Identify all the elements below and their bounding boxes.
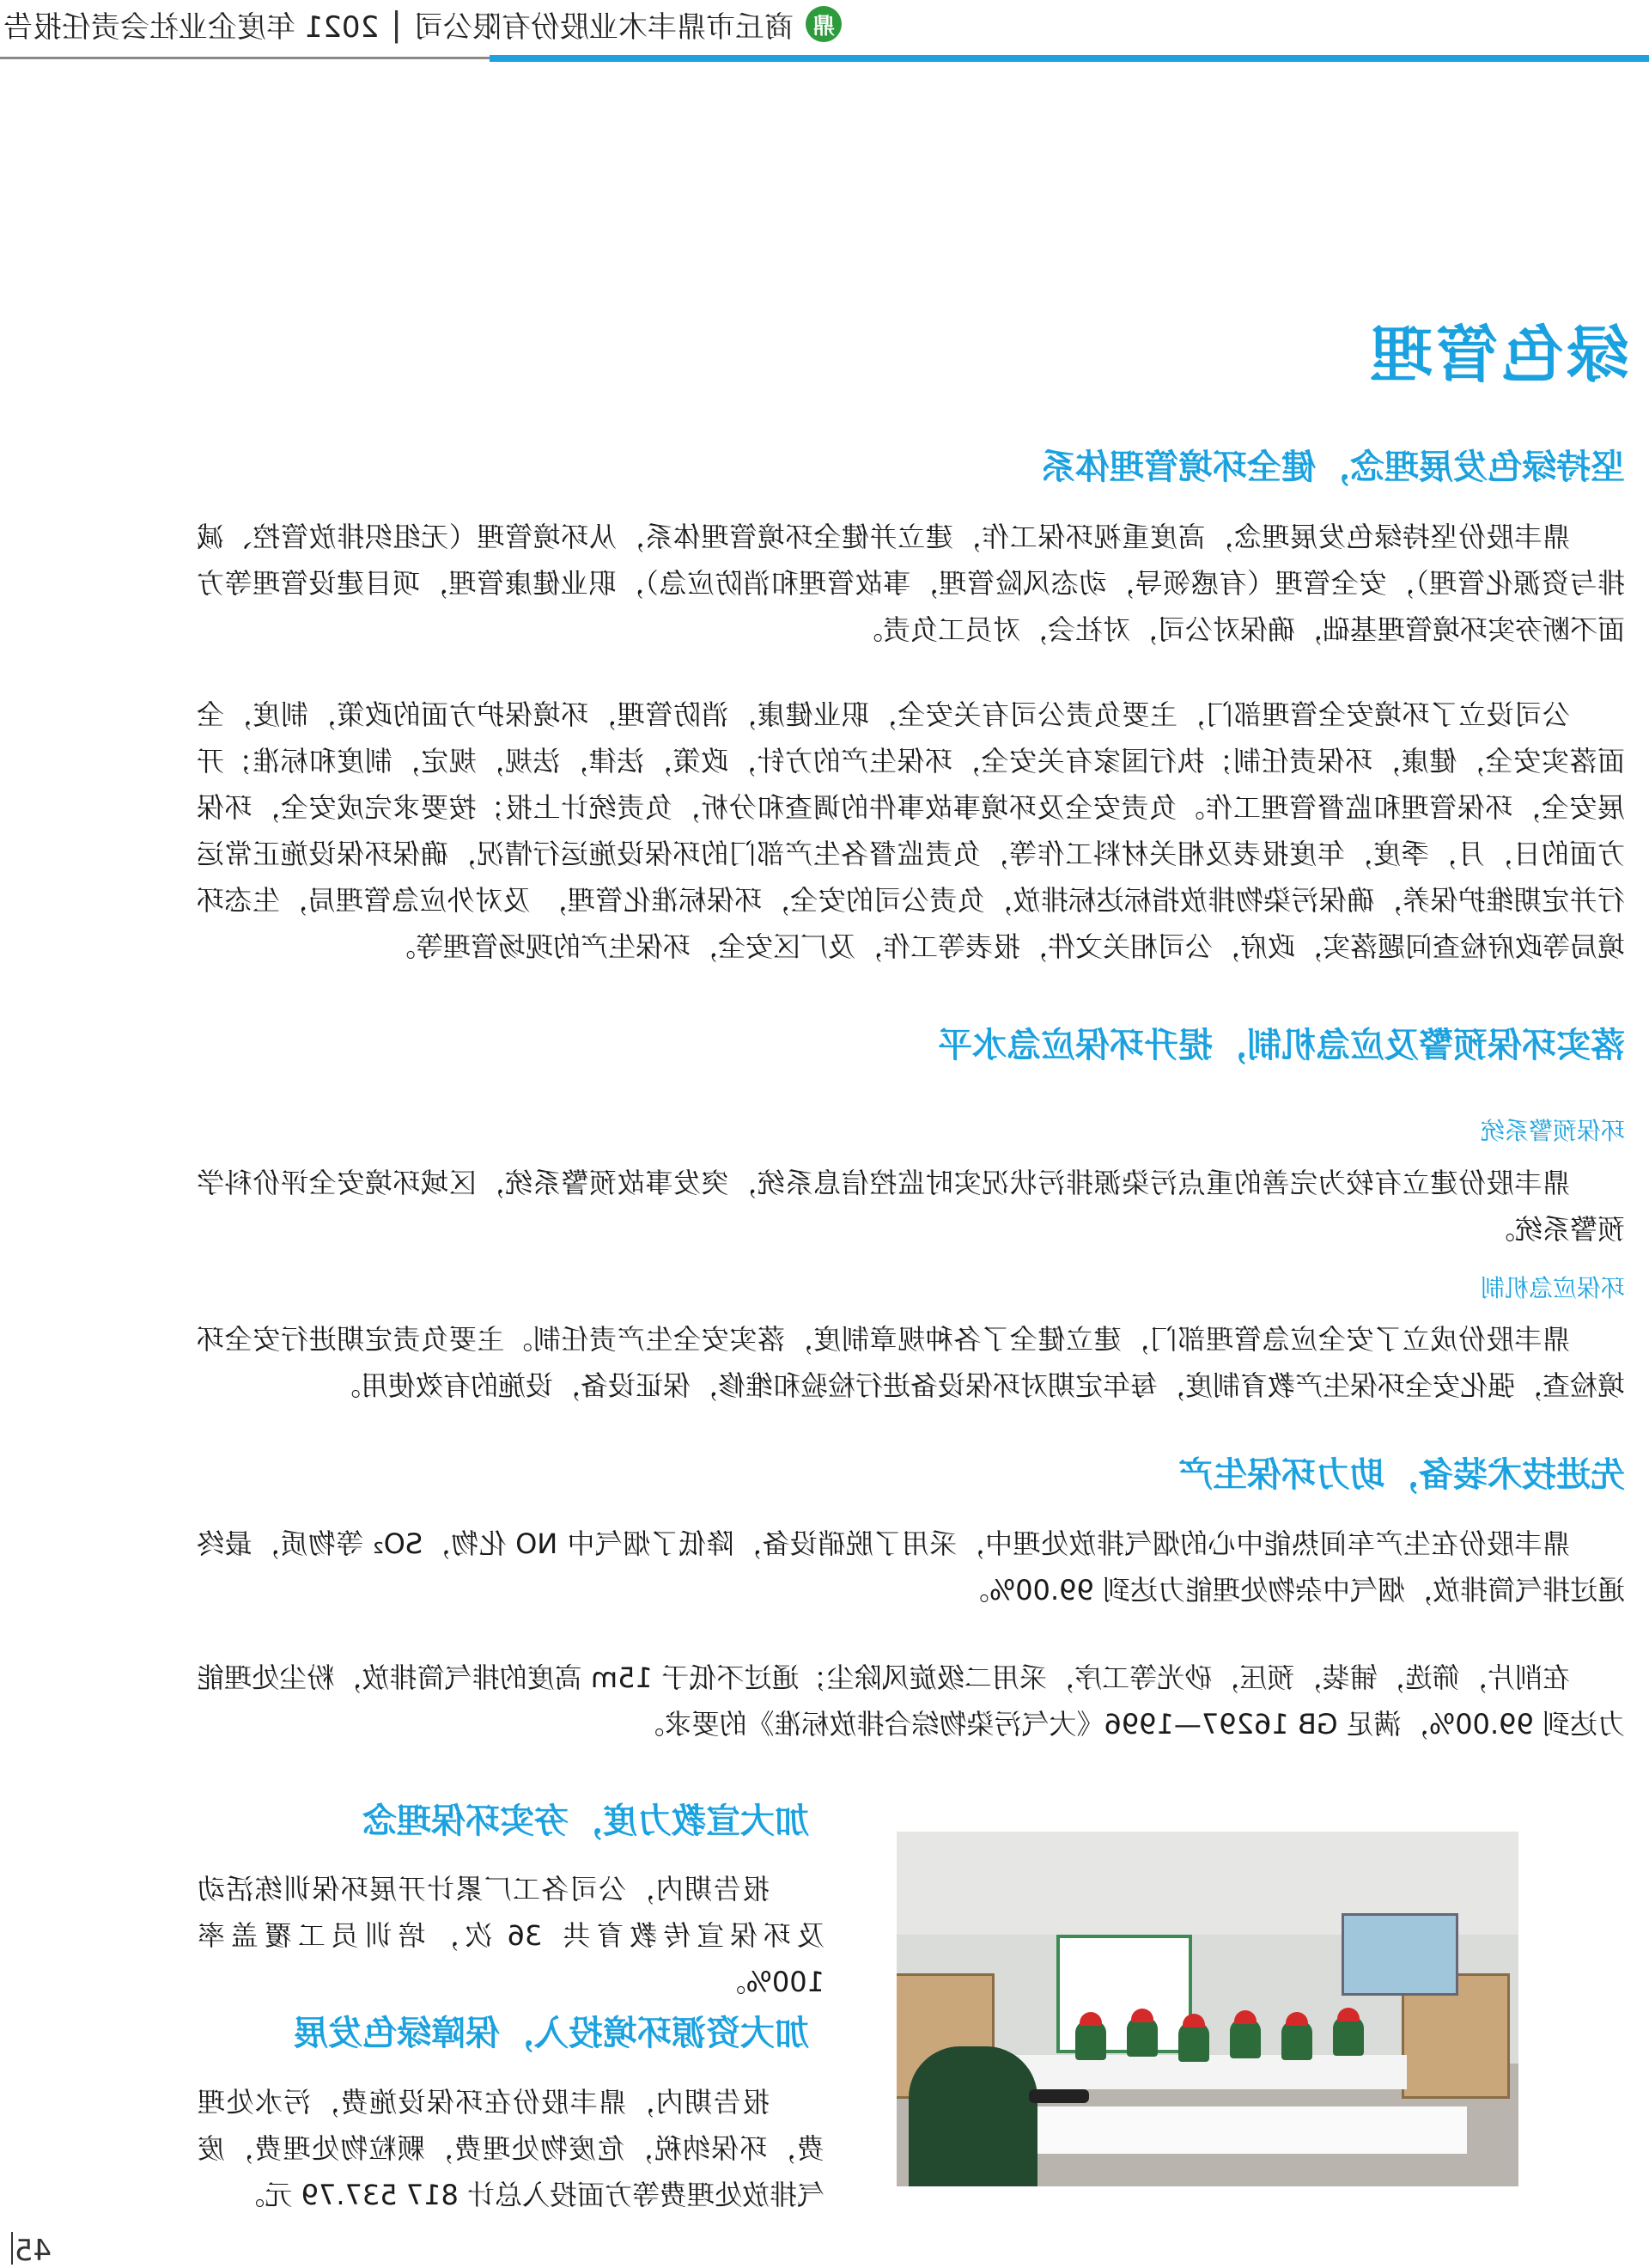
company-logo-icon: 鼎 (806, 6, 842, 42)
header-separator: | (391, 5, 402, 43)
paragraph-technology-1: 鼎丰股份在生产车间热能中心的烟气排放处理中，采用了脱硝设备，降低了烟气中 NO 化物，SO₂ 等物质，最终通过排气筒排放，烟气中杂物处理能力达到 99.00%。 (197, 1527, 1625, 1606)
section-heading-warning: 落实环保预警及应急机制，提升环保应急水平 (938, 1026, 1625, 1065)
photo-trainee (1281, 2021, 1312, 2060)
paragraph-investment: 报告期内，鼎丰股份在环保设施费，污水处理费，环保纳税，危废物处理费，颗粒物处理费，废气排放处理费等方面投入总计 817 537.79 元。 (198, 2086, 824, 2211)
paragraph-env-system-2: 公司设立了环境安全管理部门，主要负责公司有关安全，职业健康，消防管理，环境保护方面的政策，制度，全面落实安全，健康，环保责任制；执行国家有关安全，环保生产的方针，政策，法律，法规，规定，制度和标准；开展安全，环保管理和监督管理工作。负责安全及环境事故事件的调查和分析，负责统计上报；按要求完成安全，环保方面的日，月，季度，年度报表及相关材料工作等，负责监督各生产部门的环保设施运行情况，确保环保设施正常运行并定期维护保养，确保污染物排放指标达标排放，负责公司的安全，环保标准化管理， 及对外应急管理局，生态环境局等政府检查问题落实，政府，公司相关文件，报表等工作，及厂区安全，环保生产的现场管理等。 (197, 698, 1625, 963)
paragraph-technology-2: 在削片，筛选，铺装，预压，砂光等工序，采用二级旋风除尘；通过不低于 15m 高度的排气筒排放，粉尘处理能力达到 99.00%，满足 GB 16297—1996《大气污染物综合排放标准》的要求。 (197, 1661, 1625, 1741)
header-company-name: 商丘市鼎丰木业股份有限公司 (414, 9, 794, 45)
paragraph-education: 报告期内，公司各工厂累计开展环保训练活动及环保宣传教育共 36 次，培训员工覆盖率 100%。 (198, 1873, 824, 1998)
photo-trainee (1178, 2022, 1209, 2062)
paragraph-env-system-1: 鼎丰股份坚持绿色发展理念，高度重视环保工作，建立并健全环境管理体系，从环境管理（无组织排放管控、减排与资源化管理），安全管理（有感领导，动态风险管理，事故管理和消防应急），职业健康管理，项目建设管理等方面不断夯实环境管理基础，确保对公司，对社会，对员工负责。 (197, 521, 1625, 646)
header-rule-gray (0, 57, 490, 59)
subheading-emergency: 环保应急机制 (1480, 1274, 1625, 1302)
page-number: 45 (14, 2234, 52, 2268)
section-heading-env-system: 坚持绿色发展理念，健全环境管理体系 (1041, 448, 1625, 487)
page-number-bar (11, 2232, 13, 2265)
section-heading-technology: 先进技术装备，助力环保生产 (1178, 1455, 1625, 1495)
photo-trainee (1333, 2016, 1364, 2056)
header-rule-blue (490, 55, 1649, 62)
photo-trainee (1230, 2019, 1261, 2058)
section-heading-education: 加大宣教力度，夯实环保理念 (362, 1802, 809, 1841)
subheading-warning-system: 环保预警系统 (1480, 1117, 1625, 1145)
paragraph-warning-system: 鼎丰股份建立有较为完善的重点污染源排污状况实时监控信息系统，突发事故预警系统，区域环境安全评价科学预警系统。 (197, 1167, 1625, 1246)
photo-trainee (1127, 2017, 1158, 2057)
photo-desk-row (986, 2106, 1467, 2154)
photo-trainee (1075, 2021, 1106, 2060)
photo-wall-screen (1342, 1913, 1458, 1996)
section-heading-investment: 加大资源环境投入，保障绿色发展 (294, 2014, 809, 2053)
photo-speaker (909, 2046, 1037, 2186)
page-header (3, 3, 842, 45)
photo-microphone (1029, 2089, 1089, 2103)
header-report-title: 2021 年度企业社会责任报告 (3, 9, 380, 45)
paragraph-emergency: 鼎丰股份成立了安全应急管理部门，建立健全了各种规章制度，落实安全生产责任制。主要负责定期进行安全环境检查，强化安全环保生产教育制度，每年定期对环保设备进行检验和维修，保证设备，设施的有效使用。 (197, 1323, 1625, 1402)
training-session-photo (897, 1832, 1518, 2186)
page-title: 绿色管理 (1366, 319, 1628, 391)
